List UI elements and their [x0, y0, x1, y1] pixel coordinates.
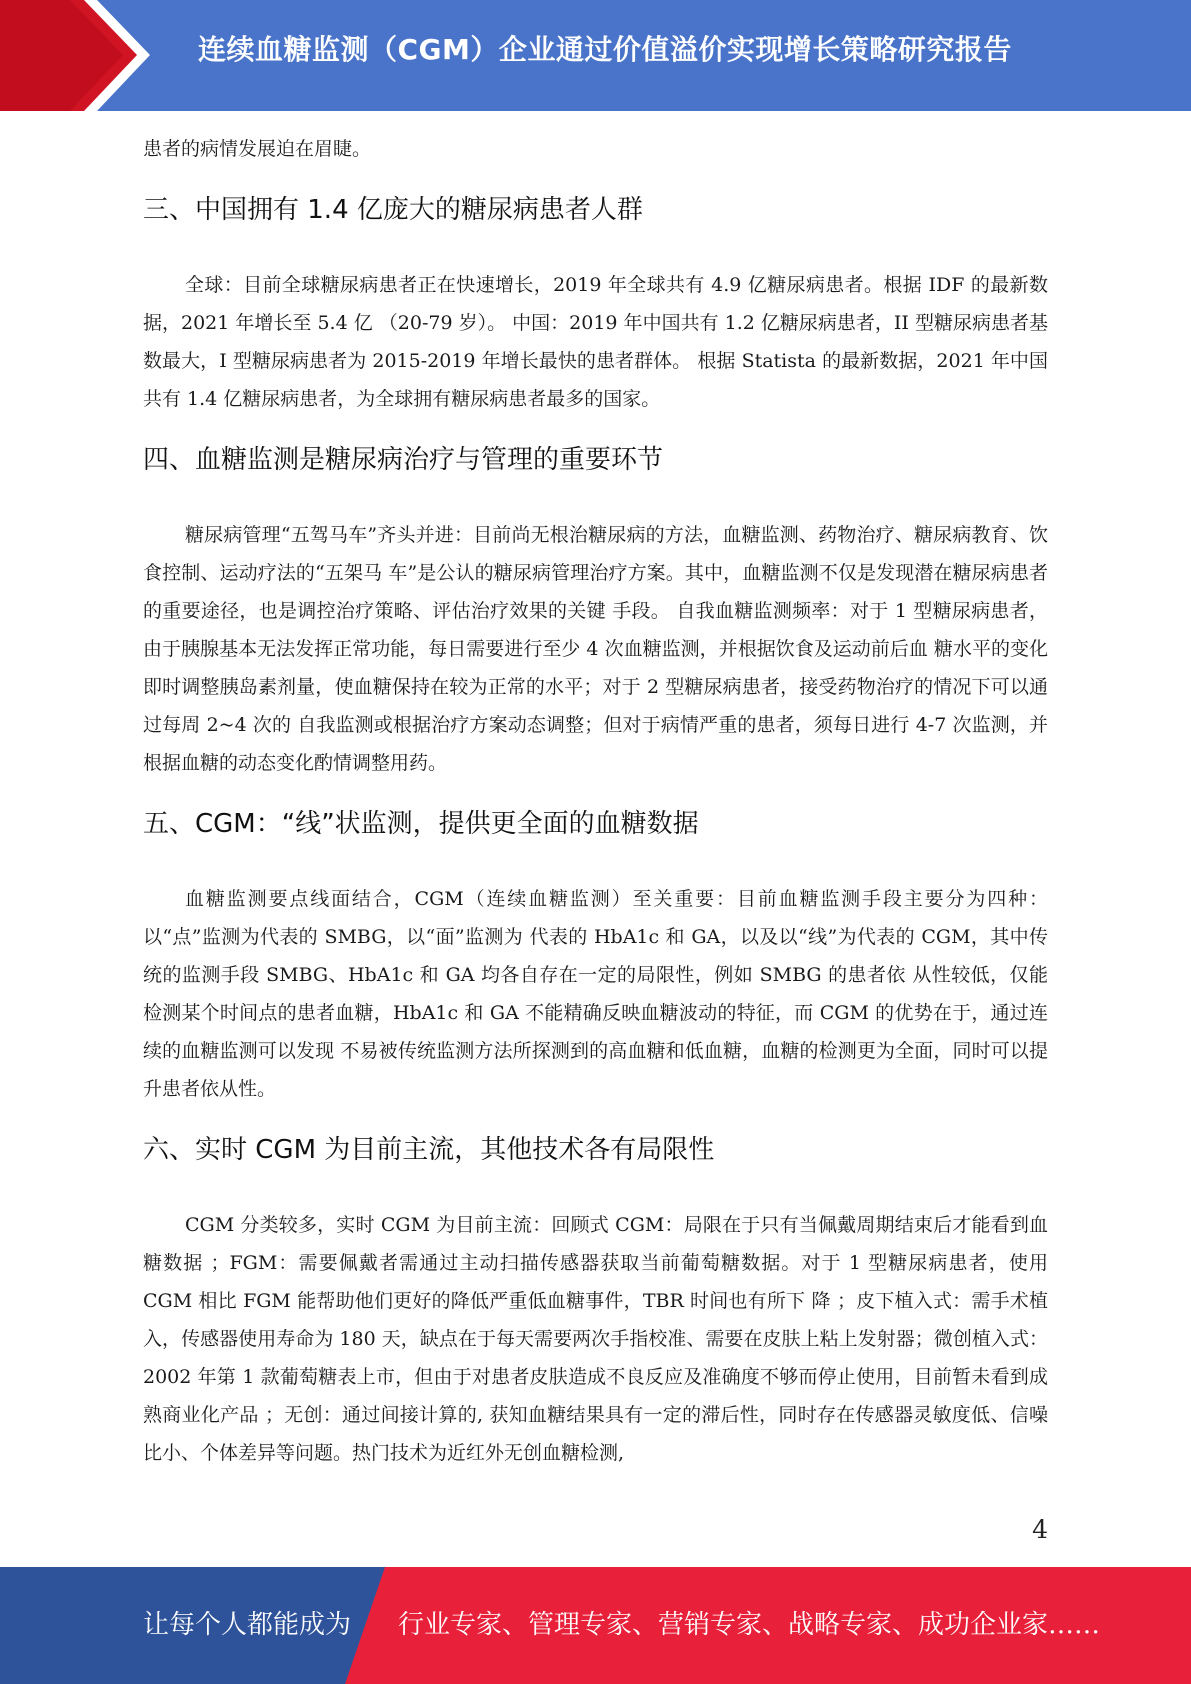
page-header: [0, 0, 1191, 111]
footer-slogan-left: 让每个人都能成为: [143, 1610, 352, 1640]
document-body: [143, 130, 1048, 1472]
section-paragraph-5: 血糖监测要点线面结合，CGM（连续血糖监测）至关重要：目前血糖监测手段主要分为四种：以“点”监测为代表的 SMBG，以“面”监测为 代表的 HbA1c 和 GA，以及以“线”为代表的 CGM，其中传统的监测手段 SMBG、HbA1c 和 GA 均各自存在一定的局限性，例如 SMBG 的患者依 从性较低，仅能检测某个时间点的患者血糖，HbA1c 和 GA 不能精确反映血糖波动的特征，而 CGM 的优势在于，通过连续的血糖监测可以发现 不易被传统监测方法所探测到的高血糖和低血糖，血糖的检测更为全面，同时可以提升患者依从性。: [143, 888, 1048, 1100]
section-heading-6: 六、实时 CGM 为目前主流，其他技术各有局限性: [143, 1135, 715, 1165]
page-number: 4: [1032, 1515, 1048, 1544]
page-footer: [0, 1567, 1191, 1684]
section-paragraph-4: 糖尿病管理“五驾马车”齐头并进：目前尚无根治糖尿病的方法，血糖监测、药物治疗、糖尿病教育、饮食控制、运动疗法的“五架马 车”是公认的糖尿病管理治疗方案。其中，血糖监测不仅是发现潜在糖尿病患者的重要途径，也是调控治疗策略、评估治疗效果的关键 手段。 自我血糖监测频率：对于 1 型糖尿病患者，由于胰腺基本无法发挥正常功能，每日需要进行至少 4 次血糖监测，并根据饮食及运动前后血 糖水平的变化即时调整胰岛素剂量，使血糖保持在较为正常的水平；对于 2 型糖尿病患者，接受药物治疗的情况下可以通过每周 2~4 次的 自我监测或根据治疗方案动态调整；但对于病情严重的患者，须每日进行 4-7 次监测，并根据血糖的动态变化酌情调整用药。: [143, 524, 1048, 774]
section-paragraph-6: CGM 分类较多，实时 CGM 为目前主流：回顾式 CGM：局限在于只有当佩戴周期结束后才能看到血糖数据 ；FGM：需要佩戴者需通过主动扫描传感器获取当前葡萄糖数据。对于 1 型糖尿病患者，使用 CGM 相比 FGM 能帮助他们更好的降低严重低血糖事件，TBR 时间也有所下 降 ；皮下植入式：需手术植入，传感器使用寿命为 180 天，缺点在于每天需要两次手指校准、需要在皮肤上粘上发射器；微创植入式：2002 年第 1 款葡萄糖表上市，但由于对患者皮肤造成不良反应及准确度不够而停止使用，目前暂未看到成熟商业化产品 ；无创：通过间接计算的, 获知血糖结果具有一定的滞后性，同时存在传感器灵敏度低、信噪比小、个体差异等问题。热门技术为近红外无创血糖检测,: [143, 1214, 1048, 1464]
footer-slogan-right: 行业专家、管理专家、营销专家、战略专家、成功企业家……: [398, 1610, 1101, 1640]
report-title: 连续血糖监测（CGM）企业通过价值溢价实现增长策略研究报告: [198, 33, 1012, 66]
section-heading-4: 四、血糖监测是糖尿病治疗与管理的重要环节: [143, 445, 664, 475]
section-heading-5: 五、CGM：“线”状监测，提供更全面的血糖数据: [143, 809, 699, 839]
header-chevron-logo: [0, 0, 160, 111]
section-heading-3: 三、中国拥有 1.4 亿庞大的糖尿病患者人群: [143, 195, 643, 225]
section-paragraph-3: 全球：目前全球糖尿病患者正在快速增长，2019 年全球共有 4.9 亿糖尿病患者。根据 IDF 的最新数据，2021 年增长至 5.4 亿 （20-79 岁）。 中国：2019 年中国共有 1.2 亿糖尿病患者，II 型糖尿病患者基数最大，I 型糖尿病患者为 2015-2019 年增长最快的患者群体。 根据 Statista 的最新数据，2021 年中国共有 1.4 亿糖尿病患者，为全球拥有糖尿病患者最多的国家。: [143, 274, 1048, 410]
intro-tail-paragraph: 患者的病情发展迫在眉睫。: [143, 138, 372, 160]
